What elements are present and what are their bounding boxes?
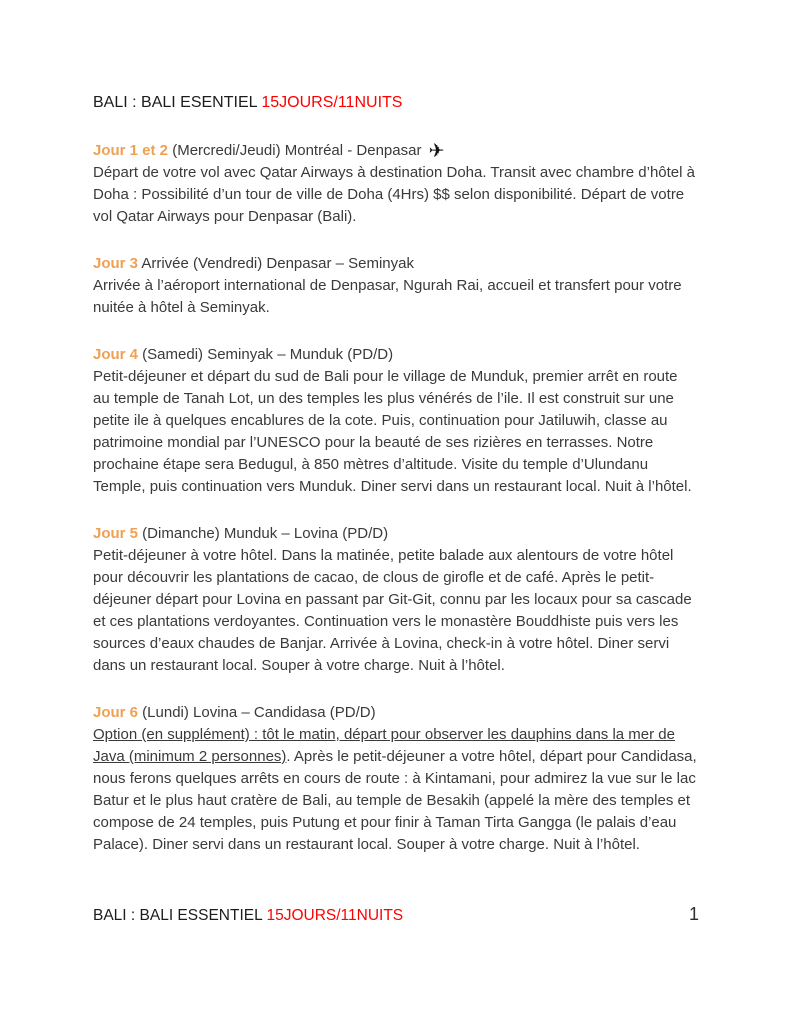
airplane-icon: ✈ (428, 141, 445, 162)
day-label: Jour 6 (93, 704, 139, 721)
section-body: Petit-déjeuner et départ du sud de Bali pour le village de Munduk, premier arrêt en route au temple de Tanah Lot, un des temples les plus vénérés de l’ile. Il est construit sur une petite ile à quelques encablures de la cote. Puis, continuation pour Jatiluwih, classe au patrimoine mondial par l’UNESCO pour la beauté de ses rizières en terrasses. Notre prochaine étape sera Bedugul, à 850 mètres d’altitude. Visite du temple d’Ulundanu Temple, puis continuation vers Munduk. Diner servi dans un restaurant local. Nuit à l’hôtel. (93, 368, 692, 495)
footer-title (93, 907, 403, 925)
section-heading (93, 344, 697, 366)
section-body-text: . Après le petit-déjeuner a votre hôtel, départ pour Candidasa, nous ferons quelques arrêts en cours de route : à Kintamani, pour admirez la vue sur le lac Batur et le plus haut cratère de Bali, au temple de Besakih (appelé la mère des temples et compose de 24 temples, puis Putung et pour finir à Taman Tirta Gangga (le palais d’eau Palace). Diner servi dans un restaurant local. Souper à votre charge. Nuit à l’hôtel. (93, 748, 697, 853)
itinerary-section-jour-6 (93, 702, 697, 856)
itinerary-section-jour-5 (93, 523, 697, 677)
document-title-duration: 15JOURS/11NUITS (261, 94, 403, 111)
day-heading-text: (Mercredi/Jeudi) Montréal - Denpasar (168, 142, 426, 159)
day-heading-text: Arrivée (Vendredi) Denpasar – Seminyak (138, 255, 414, 272)
option-underlined-text: Option (en supplément) : tôt le matin, départ pour observer les dauphins dans la mer de Java (minimum 2 personnes) (93, 726, 675, 765)
section-heading (93, 253, 697, 275)
day-heading-text: (Dimanche) Munduk – Lovina (PD/D) (138, 525, 389, 542)
day-label: Jour 4 (93, 346, 139, 363)
page-number: 1 (688, 904, 699, 924)
itinerary-section-jour-4 (93, 344, 697, 498)
page-footer (93, 904, 699, 925)
section-heading (93, 523, 697, 545)
day-label: Jour 1 et 2 (93, 142, 169, 159)
day-label: Jour 5 (93, 525, 139, 542)
document-title-black: BALI : BALI ESENTIEL (93, 94, 262, 111)
section-body: Départ de votre vol avec Qatar Airways à destination Doha. Transit avec chambre d’hôtel à Doha : Possibilité d’un tour de ville de Doha (4Hrs) $$ selon disponibilité. Départ de votre vol Qatar Airways pour Denpasar (Bali). (93, 164, 695, 225)
footer-title-duration: 15JOURS/11NUITS (266, 907, 404, 924)
itinerary-section-jour-1-2 (93, 140, 697, 228)
section-heading (93, 702, 697, 724)
day-label: Jour 3 (93, 255, 139, 272)
section-heading (93, 140, 697, 162)
section-body (93, 724, 697, 856)
footer-title-black: BALI : BALI ESSENTIEL (93, 907, 267, 924)
day-heading-text: (Lundi) Lovina – Candidasa (PD/D) (138, 704, 376, 721)
section-body: Arrivée à l’aéroport international de Denpasar, Ngurah Rai, accueil et transfert pour votre nuitée à hôtel à Seminyak. (93, 277, 682, 316)
itinerary-section-jour-3 (93, 253, 697, 319)
day-heading-text: (Samedi) Seminyak – Munduk (PD/D) (138, 346, 394, 363)
document-title (93, 92, 697, 114)
section-body: Petit-déjeuner à votre hôtel. Dans la matinée, petite balade aux alentours de votre hôtel pour découvrir les plantations de cacao, de clous de girofle et de café. Après le petit-déjeuner départ pour Lovina en passant par Git-Git, connu par les locaux pour sa cascade et ces plantations verdoyantes. Continuation vers le monastère Bouddhiste puis vers les sources d’eaux chaudes de Banjar. Arrivée à Lovina, check-in à votre hôtel. Diner servi dans un restaurant local. Souper à votre charge. Nuit à l’hôtel. (93, 547, 692, 674)
